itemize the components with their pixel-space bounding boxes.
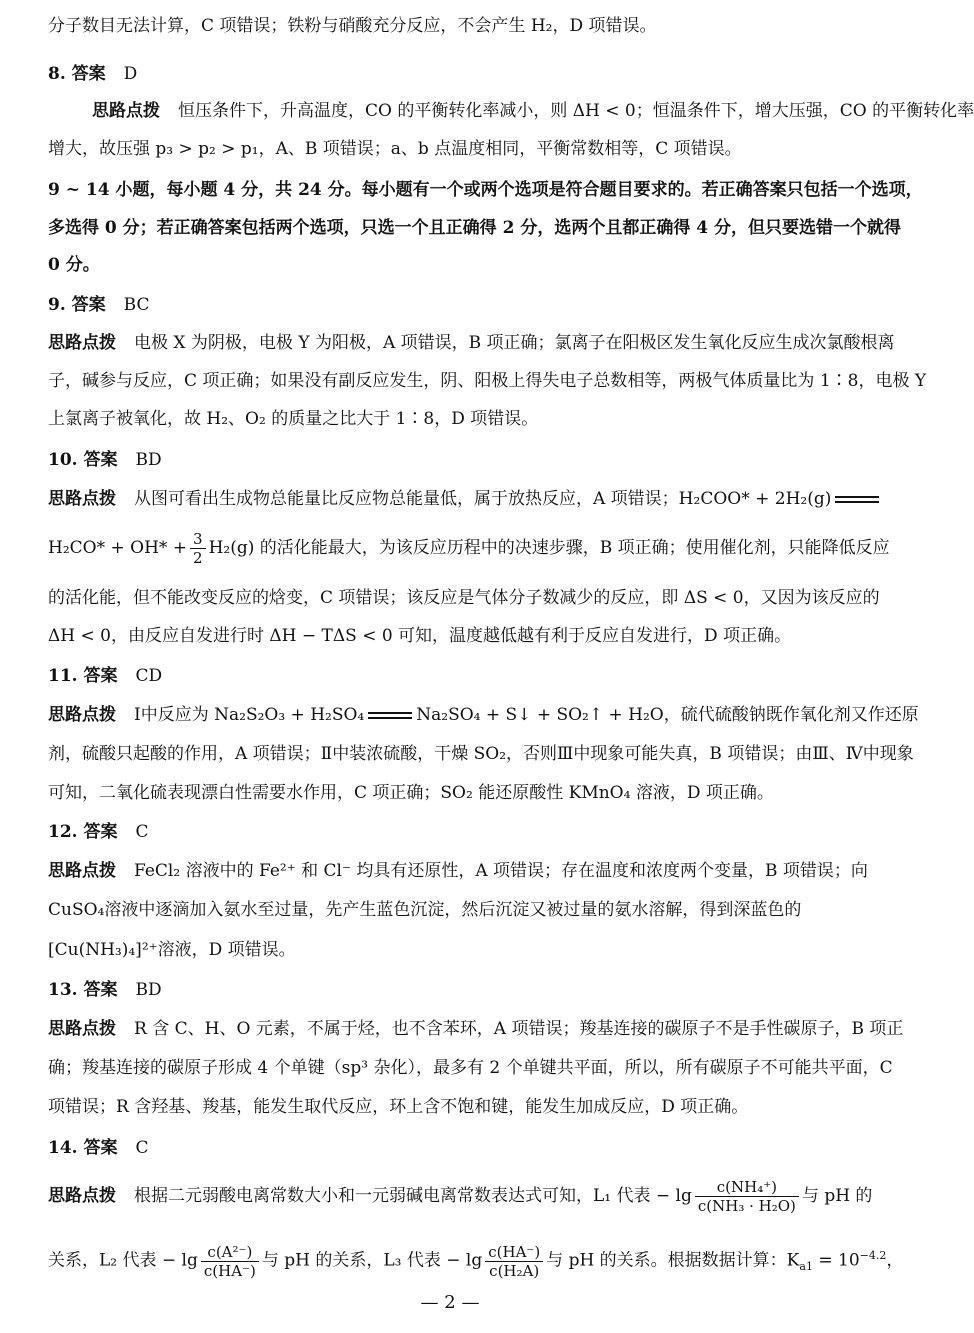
text-line: 项错误；R 含羟基、羧基，能发生取代反应，环上含不饱和键，能发生加成反应，D 项正确。 [48,1097,749,1117]
question-11-answer [48,664,900,688]
fraction-denominator: c(HA⁻) [203,1261,256,1280]
question-8-tip-line [92,99,974,123]
equation-part: H₂CO* + OH* + [48,538,188,558]
answer-label: 13. 答案 [48,980,118,1000]
tip-text: = 10 [812,1250,860,1271]
question-13-answer [48,978,900,1002]
tip-text: 从图可看出生成物总能量比反应物总能量低，属于放热反应，A 项错误；H₂COO* + 2H₂(g) [134,489,832,509]
answer-label: 12. 答案 [48,822,118,842]
text-line: CuSO₄溶液中逐滴加入氨水至过量，先产生蓝色沉淀，然后沉淀又被过量的氨水溶解，得到深蓝色的 [48,900,802,920]
tip-text: 电极 X 为阴极，电极 Y 为阳极，A 项错误，B 项正确；氯离子在阳极区发生氧化反应生成次氯酸根离 [134,333,895,353]
text-line: ΔH < 0，由反应自发进行时 ΔH − TΔS < 0 可知，温度越低越有利于反应自发进行，D 项正确。 [48,626,792,646]
text-line: 分子数目无法计算，C 项错误；铁粉与硝酸充分反应，不会产生 H₂，D 项错误。 [48,16,657,36]
tip-text: 恒压条件下，升高温度，CO 的平衡转化率减小，则 ΔH < 0；恒温条件下，增大压强，CO 的平衡转化率 [178,101,974,121]
question-8-answer [48,62,900,86]
text-line: 的活化能，但不能改变反应的焓变，C 项错误；该反应是气体分子数减少的反应，即 ΔS < 0，又因为该反应的 [48,588,880,608]
answer-label: 9. 答案 [48,295,106,315]
fraction-numerator: c(NH₄⁺) [695,1178,799,1197]
tip-text: Na₂SO₄ + S↓ + SO₂↑ + H₂O，硫代硫酸钠既作氧化剂又作还原 [416,705,919,725]
answer-value: CD [135,666,163,686]
tip-label: 思路点拨 [48,705,116,725]
answer-value: BD [135,980,162,1000]
answer-value: C [135,1138,149,1158]
answer-value: D [123,64,138,84]
tip-text: R 含 C、H、O 元素，不属于烃，也不含苯环，A 项错误；羧基连接的碳原子不是手性碳原子，B 项正 [134,1019,904,1039]
fraction-denominator: 2 [193,549,203,567]
question-12-answer [48,820,900,844]
text-line: 上氯离子被氧化，故 H₂、O₂ 的质量之比大于 1∶8，D 项错误。 [48,409,539,429]
fraction [695,1178,799,1215]
tip-text: Ⅰ中反应为 Na₂S₂O₃ + H₂SO₄ [134,705,365,725]
fraction [201,1243,259,1280]
page-number: — 2 — [420,1292,480,1313]
tip-label: 思路点拨 [48,333,116,353]
section-instructions: 多选得 0 分；若正确答案包括两个选项，只选一个且正确得 2 分，选两个且都正确得 4 分，但只要选错一个就得 [48,218,901,238]
answer-label: 11. 答案 [48,666,118,686]
tip-label: 思路点拨 [48,1019,116,1039]
tip-label: 思路点拨 [92,101,160,121]
tip-text: 与 pH 的关系。根据数据计算：K [546,1250,800,1271]
text-line: 确；羧基连接的碳原子形成 4 个单键（sp³ 杂化），最多有 2 个单键共平面，所以，所有碳原子不可能共平面，C [48,1058,893,1078]
equation-part: H₂(g) 的活化能最大，为该反应历程中的决速步骤，B 项正确；使用催化剂，只能降低反应 [208,538,890,558]
question-9-tip-line [48,331,900,355]
question-13-tip-line [48,1017,904,1041]
answer-label: 8. 答案 [48,64,106,84]
equation-equals-sign [368,712,412,719]
subscript: a1 [799,1260,813,1274]
tip-text: FeCl₂ 溶液中的 Fe²⁺ 和 Cl⁻ 均具有还原性，A 项错误；存在温度和浓度两个变量，B 项错误；向 [134,861,868,881]
equation-equals-sign [835,496,879,503]
question-14-answer [48,1136,900,1160]
fraction-numerator: 3 [190,530,206,549]
tip-label: 思路点拨 [48,1186,116,1206]
tip-text: 根据二元弱酸电离常数大小和一元弱碱电离常数表达式可知，L₁ 代表 − lg [134,1186,692,1206]
tip-label: 思路点拨 [48,861,116,881]
superscript: −4.2 [859,1249,887,1262]
text-line: 剂，硫酸只起酸的作用，A 项错误；Ⅱ中装浓硫酸，干燥 SO₂，否则Ⅲ中现象可能失真，B 项错误；由Ⅲ、Ⅳ中现象 [48,744,914,764]
text-line: 子，碱参与反应，C 项正确；如果没有副反应发生，阴、阳极上得失电子总数相等，两极气体质量比为 1∶8，电极 Y [48,371,927,391]
question-14-tip-line [48,1174,900,1218]
question-10-answer [48,448,900,472]
fraction-denominator: c(NH₃ · H₂O) [697,1197,796,1215]
answer-value: BC [123,295,150,315]
question-11-tip-line [48,703,919,727]
text-line: 可知，二氧化硫表现漂白性需要水作用，C 项正确；SO₂ 能还原酸性 KMnO₄ 溶液，D 项正确。 [48,783,774,803]
answer-value: BD [135,450,162,470]
tip-text: 与 pH 的 [801,1186,873,1206]
answer-value: C [135,822,149,842]
tip-text: 与 pH 的关系，L₃ 代表 − lg [261,1250,483,1271]
equation-line [48,528,900,568]
section-instructions: 0 分。 [48,255,100,275]
fraction-numerator: c(A²⁻) [201,1243,259,1262]
answer-label: 14. 答案 [48,1138,118,1158]
tip-label: 思路点拨 [48,489,116,509]
question-9-answer [48,293,900,317]
fraction [190,530,206,567]
fraction-numerator: c(HA⁻) [485,1243,543,1262]
equation-line [48,1234,904,1289]
question-10-tip-line [48,487,900,511]
text-line: 增大，故压强 p₃ > p₂ > p₁，A、B 项错误；a、b 点温度相同，平衡常数相等，C 项错误。 [48,139,742,159]
section-instructions: 9 ~ 14 小题，每小题 4 分，共 24 分。每小题有一个或两个选项是符合题目要求的。若正确答案只包括一个选项， [48,180,923,200]
fraction-denominator: c(H₂A) [489,1261,540,1280]
tip-text: 关系，L₂ 代表 − lg [48,1250,198,1271]
tip-text: ， [886,1250,904,1271]
text-line: [Cu(NH₃)₄]²⁺溶液，D 项错误。 [48,940,296,960]
question-12-tip-line [48,859,900,883]
fraction [485,1243,543,1280]
answer-label: 10. 答案 [48,450,118,470]
